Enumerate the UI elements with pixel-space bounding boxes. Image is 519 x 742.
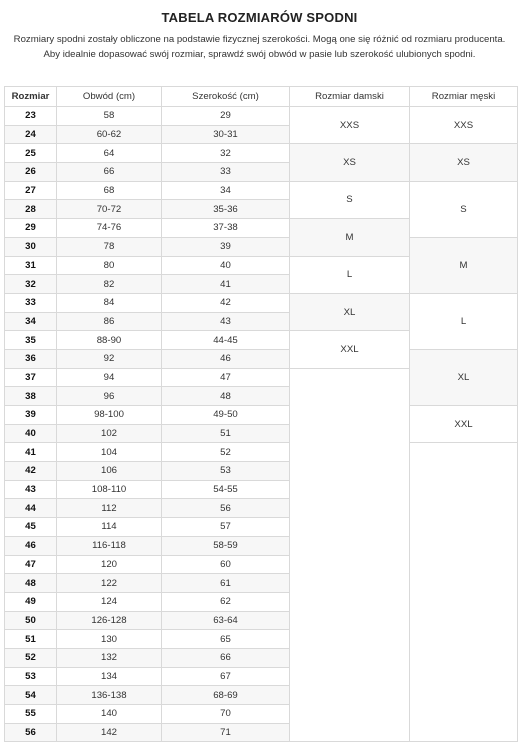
header-width: Szerokość (cm) bbox=[162, 87, 290, 107]
size-cell: 56 bbox=[5, 723, 57, 742]
width-cell: 65 bbox=[162, 630, 290, 649]
size-cell: 23 bbox=[5, 107, 57, 126]
size-cell: 26 bbox=[5, 163, 57, 182]
page-title: TABELA ROZMIARÓW SPODNI bbox=[161, 10, 358, 25]
womens-size-cell: XXS bbox=[290, 107, 410, 144]
table-row bbox=[5, 107, 518, 126]
table-row bbox=[5, 349, 518, 368]
size-cell: 40 bbox=[5, 424, 57, 443]
header-womens-size: Rozmiar damski bbox=[290, 87, 410, 107]
waist-cell: 102 bbox=[57, 424, 162, 443]
size-cell: 24 bbox=[5, 125, 57, 144]
table-row bbox=[5, 181, 518, 200]
size-cell: 55 bbox=[5, 705, 57, 724]
waist-cell: 134 bbox=[57, 667, 162, 686]
waist-cell: 124 bbox=[57, 592, 162, 611]
womens-size-cell: S bbox=[290, 181, 410, 218]
width-cell: 40 bbox=[162, 256, 290, 275]
mens-size-cell: XL bbox=[410, 349, 518, 405]
size-cell: 50 bbox=[5, 611, 57, 630]
size-cell: 32 bbox=[5, 275, 57, 294]
waist-cell: 92 bbox=[57, 349, 162, 368]
description-line: Aby idealnie dopasować swój rozmiar, sprawdź swój obwód w pasie lub szerokość ulubionych spodni. bbox=[43, 49, 476, 60]
width-cell: 67 bbox=[162, 667, 290, 686]
width-cell: 37-38 bbox=[162, 219, 290, 238]
waist-cell: 122 bbox=[57, 574, 162, 593]
width-cell: 66 bbox=[162, 648, 290, 667]
waist-cell: 126-128 bbox=[57, 611, 162, 630]
mens-size-cell: L bbox=[410, 293, 518, 349]
size-cell: 36 bbox=[5, 349, 57, 368]
womens-size-cell: XXL bbox=[290, 331, 410, 368]
waist-cell: 136-138 bbox=[57, 686, 162, 705]
width-cell: 71 bbox=[162, 723, 290, 742]
width-cell: 30-31 bbox=[162, 125, 290, 144]
waist-cell: 140 bbox=[57, 705, 162, 724]
waist-cell: 66 bbox=[57, 163, 162, 182]
width-cell: 29 bbox=[162, 107, 290, 126]
waist-cell: 96 bbox=[57, 387, 162, 406]
description-line: Rozmiary spodni zostały obliczone na podstawie fizycznej szerokości. Mogą one się różnić od rozmiaru producenta. bbox=[13, 34, 506, 45]
size-cell: 35 bbox=[5, 331, 57, 350]
size-cell: 34 bbox=[5, 312, 57, 331]
size-cell: 42 bbox=[5, 462, 57, 481]
width-cell: 34 bbox=[162, 181, 290, 200]
width-cell: 44-45 bbox=[162, 331, 290, 350]
size-cell: 29 bbox=[5, 219, 57, 238]
waist-cell: 142 bbox=[57, 723, 162, 742]
size-cell: 54 bbox=[5, 686, 57, 705]
waist-cell: 112 bbox=[57, 499, 162, 518]
table-row bbox=[5, 443, 518, 462]
womens-size-cell: XL bbox=[290, 293, 410, 330]
size-cell: 30 bbox=[5, 237, 57, 256]
waist-cell: 116-118 bbox=[57, 536, 162, 555]
table-header-row bbox=[5, 87, 518, 107]
size-cell: 25 bbox=[5, 144, 57, 163]
waist-cell: 64 bbox=[57, 144, 162, 163]
size-cell: 31 bbox=[5, 256, 57, 275]
table-body bbox=[5, 107, 518, 742]
size-cell: 33 bbox=[5, 293, 57, 312]
width-cell: 47 bbox=[162, 368, 290, 387]
header-size: Rozmiar bbox=[5, 87, 57, 107]
table-row bbox=[5, 144, 518, 163]
waist-cell: 120 bbox=[57, 555, 162, 574]
mens-size-cell: XS bbox=[410, 144, 518, 181]
width-cell: 61 bbox=[162, 574, 290, 593]
width-cell: 58-59 bbox=[162, 536, 290, 555]
size-cell: 49 bbox=[5, 592, 57, 611]
womens-size-cell: L bbox=[290, 256, 410, 293]
mens-size-cell: XXS bbox=[410, 107, 518, 144]
width-cell: 32 bbox=[162, 144, 290, 163]
size-cell: 47 bbox=[5, 555, 57, 574]
waist-cell: 104 bbox=[57, 443, 162, 462]
size-cell: 27 bbox=[5, 181, 57, 200]
description bbox=[0, 32, 519, 62]
mens-size-cell bbox=[410, 443, 518, 742]
width-cell: 56 bbox=[162, 499, 290, 518]
mens-size-cell: M bbox=[410, 237, 518, 293]
size-cell: 51 bbox=[5, 630, 57, 649]
width-cell: 57 bbox=[162, 518, 290, 537]
waist-cell: 108-110 bbox=[57, 480, 162, 499]
width-cell: 52 bbox=[162, 443, 290, 462]
size-cell: 43 bbox=[5, 480, 57, 499]
womens-size-cell: XS bbox=[290, 144, 410, 181]
width-cell: 43 bbox=[162, 312, 290, 331]
width-cell: 51 bbox=[162, 424, 290, 443]
size-cell: 53 bbox=[5, 667, 57, 686]
mens-size-cell: XXL bbox=[410, 406, 518, 443]
womens-size-cell bbox=[290, 368, 410, 742]
width-cell: 68-69 bbox=[162, 686, 290, 705]
width-cell: 49-50 bbox=[162, 406, 290, 425]
womens-size-cell: M bbox=[290, 219, 410, 256]
waist-cell: 106 bbox=[57, 462, 162, 481]
waist-cell: 114 bbox=[57, 518, 162, 537]
waist-cell: 68 bbox=[57, 181, 162, 200]
size-cell: 45 bbox=[5, 518, 57, 537]
size-cell: 44 bbox=[5, 499, 57, 518]
width-cell: 54-55 bbox=[162, 480, 290, 499]
size-cell: 41 bbox=[5, 443, 57, 462]
size-cell: 38 bbox=[5, 387, 57, 406]
width-cell: 35-36 bbox=[162, 200, 290, 219]
waist-cell: 78 bbox=[57, 237, 162, 256]
width-cell: 53 bbox=[162, 462, 290, 481]
size-cell: 48 bbox=[5, 574, 57, 593]
table-row bbox=[5, 237, 518, 256]
width-cell: 60 bbox=[162, 555, 290, 574]
width-cell: 62 bbox=[162, 592, 290, 611]
mens-size-cell: S bbox=[410, 181, 518, 237]
waist-cell: 86 bbox=[57, 312, 162, 331]
waist-cell: 132 bbox=[57, 648, 162, 667]
width-cell: 46 bbox=[162, 349, 290, 368]
waist-cell: 58 bbox=[57, 107, 162, 126]
size-table bbox=[4, 86, 518, 742]
header-waist: Obwód (cm) bbox=[57, 87, 162, 107]
waist-cell: 82 bbox=[57, 275, 162, 294]
waist-cell: 98-100 bbox=[57, 406, 162, 425]
width-cell: 48 bbox=[162, 387, 290, 406]
width-cell: 63-64 bbox=[162, 611, 290, 630]
size-cell: 52 bbox=[5, 648, 57, 667]
width-cell: 39 bbox=[162, 237, 290, 256]
waist-cell: 74-76 bbox=[57, 219, 162, 238]
table-row bbox=[5, 406, 518, 425]
width-cell: 33 bbox=[162, 163, 290, 182]
waist-cell: 94 bbox=[57, 368, 162, 387]
waist-cell: 60-62 bbox=[57, 125, 162, 144]
width-cell: 70 bbox=[162, 705, 290, 724]
waist-cell: 80 bbox=[57, 256, 162, 275]
width-cell: 42 bbox=[162, 293, 290, 312]
header-mens-size: Rozmiar męski bbox=[410, 87, 518, 107]
size-cell: 39 bbox=[5, 406, 57, 425]
waist-cell: 84 bbox=[57, 293, 162, 312]
waist-cell: 70-72 bbox=[57, 200, 162, 219]
size-cell: 28 bbox=[5, 200, 57, 219]
size-cell: 46 bbox=[5, 536, 57, 555]
waist-cell: 130 bbox=[57, 630, 162, 649]
waist-cell: 88-90 bbox=[57, 331, 162, 350]
table-row bbox=[5, 293, 518, 312]
size-cell: 37 bbox=[5, 368, 57, 387]
width-cell: 41 bbox=[162, 275, 290, 294]
